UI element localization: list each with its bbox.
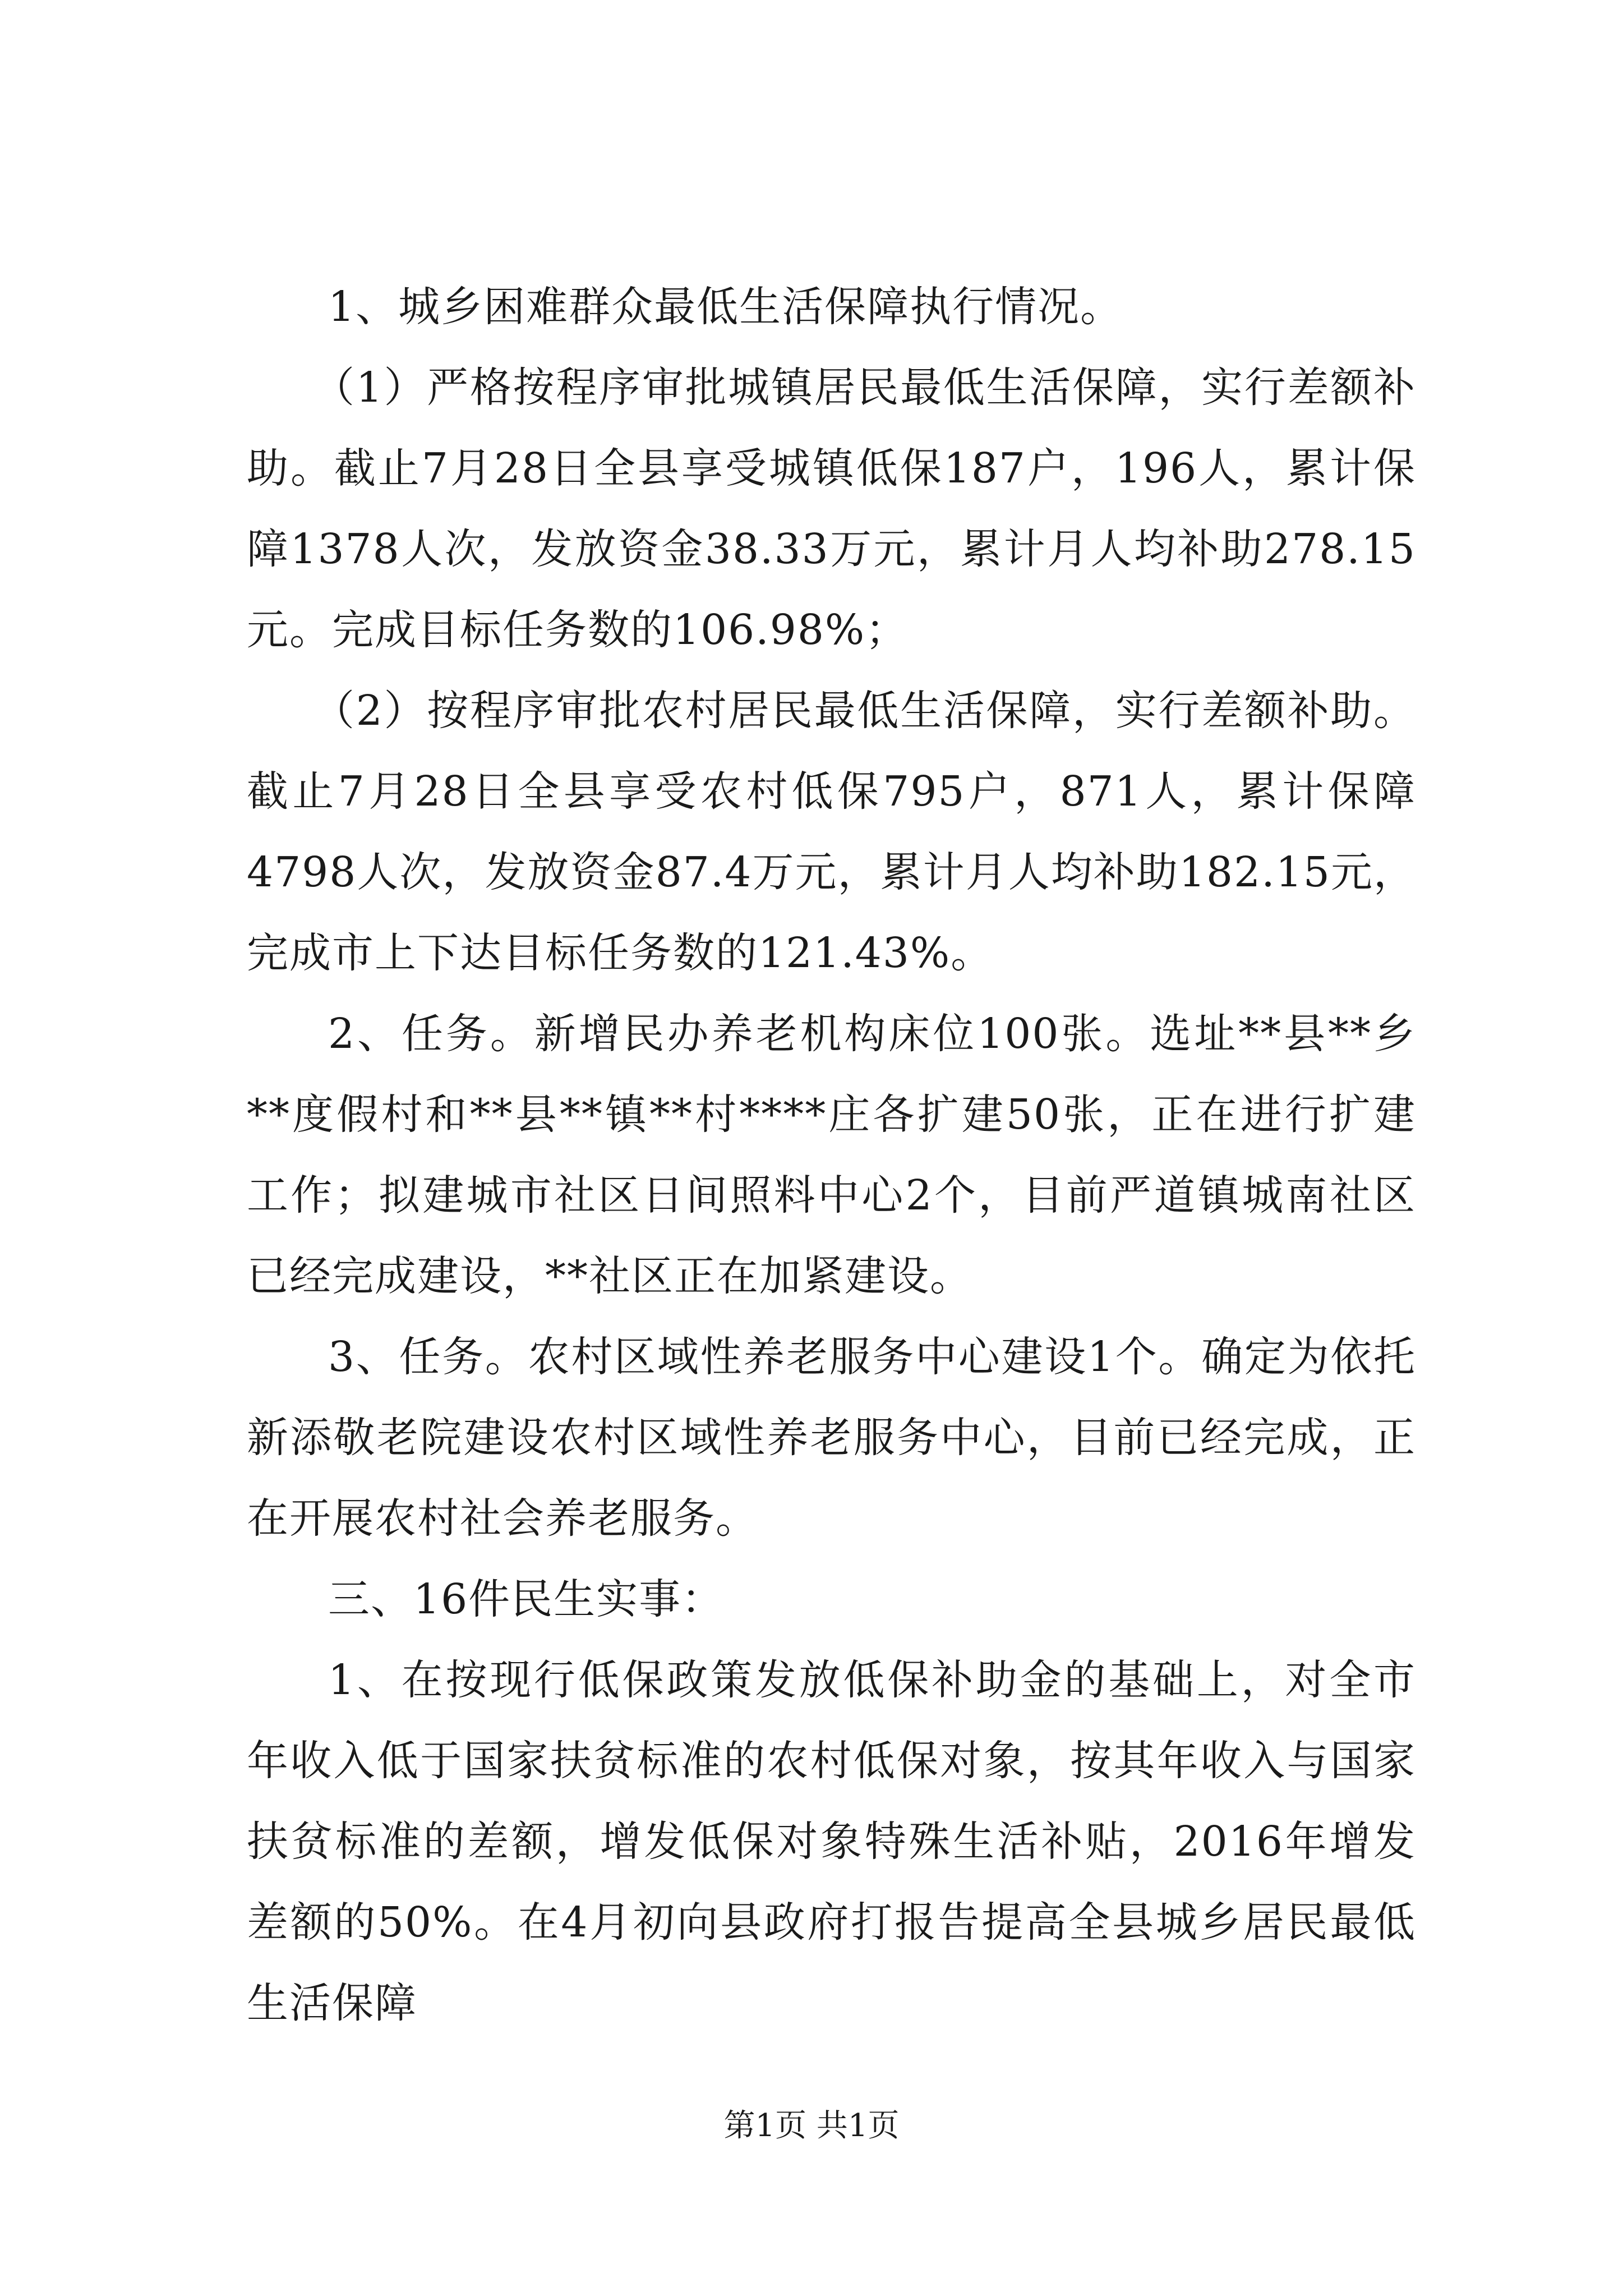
paragraph-livelihood-item-1: 1、在按现行低保政策发放低保补助金的基础上，对全市年收入低于国家扶贫标准的农村低保对象，按其年收入与国家扶贫标准的差额，增发低保对象特殊生活补贴，2016年增发差额的50%。在4月初向县政府打报告提高全县城乡居民最低生活保障 [247, 1656, 1416, 2027]
paragraph-section-1-heading: 1、城乡困难群众最低生活保障执行情况。 [328, 283, 1123, 331]
document-body [247, 266, 1416, 2044]
page-footer: 第1页 共1页 [723, 2108, 900, 2144]
paragraph-rural-subsistence: （2）按程序审批农村居民最低生活保障，实行差额补助。截止7月28日全县享受农村低保795户，871人，累计保障4798人次，发放资金87.4万元，累计月人均补助182.15元，完成市上下达目标任务数的121.43%。 [247, 687, 1416, 977]
paragraph-task-2-elderly-beds: 2、任务。新增民办养老机构床位100张。选址**县**乡**度假村和**县**镇**村****庄各扩建50张，正在进行扩建工作；拟建城市社区日间照料中心2个，目前严道镇城南社区已经完成建设，**社区正在加紧建设。 [247, 1010, 1416, 1300]
paragraph-task-3-service-center: 3、任务。农村区域性养老服务中心建设1个。确定为依托新添敬老院建设农村区域性养老服务中心，目前已经完成，正在开展农村社会养老服务。 [247, 1333, 1416, 1543]
paragraph-section-3-heading: 三、16件民生实事： [328, 1575, 725, 1623]
paragraph-urban-subsistence: （1）严格按程序审批城镇居民最低生活保障，实行差额补助。截止7月28日全县享受城镇低保187户，196人，累计保障1378人次，发放资金38.33万元，累计月人均补助278.15元。完成目标任务数的106.98%； [247, 364, 1416, 654]
